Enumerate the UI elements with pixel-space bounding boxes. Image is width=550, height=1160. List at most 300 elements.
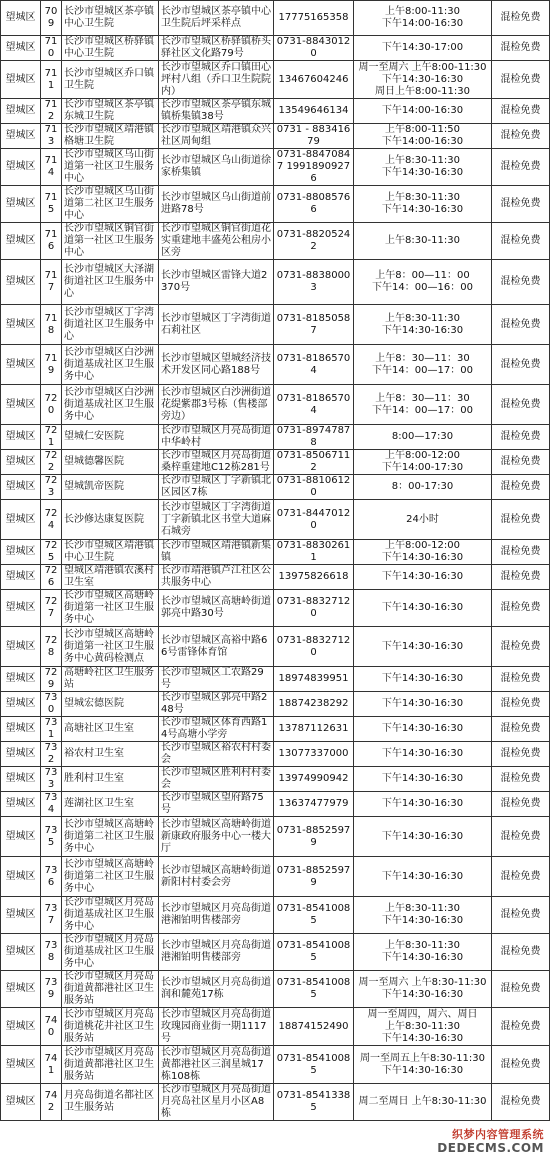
hours-line: 上午8:00-11:30 [385, 6, 460, 17]
district-cell: 望城区 [1, 971, 41, 1008]
hours-line: 下午14:30-16:30 [381, 989, 464, 1000]
address-cell: 长沙市望城区桥驿镇桥头驿社区文化路79号 [159, 36, 274, 61]
hours-cell [354, 667, 492, 692]
hours-line: 周一至周六 上午8:30-11:30 [358, 977, 487, 988]
table-row [1, 345, 550, 385]
site-name-cell: 长沙市望城区乔口镇卫生院 [62, 61, 159, 99]
table-row [1, 742, 550, 767]
hours-line: 下午14:00-17:30 [381, 462, 464, 473]
site-name-cell: 长沙市望城区桥驿镇中心卫生院 [62, 36, 159, 61]
table-row [1, 767, 550, 792]
district-cell: 望城区 [1, 305, 41, 345]
hours-line: 上午8:30-11:30 [385, 1020, 460, 1032]
hours-line: 下午14:30-16:30 [381, 1064, 464, 1076]
hours-cell [354, 1046, 492, 1084]
hours-line: 周二至周日 上午8:30-11:30 [358, 1096, 487, 1107]
table-row [1, 385, 550, 425]
hours-line: 周日上午8:00-11:30 [375, 85, 470, 97]
number-cell: 721 [41, 425, 62, 450]
site-name-cell: 长沙市望城区白沙洲街道基成社区卫生服务中心 [62, 345, 159, 385]
phone-cell: 13975826618 [274, 565, 354, 590]
address-cell: 长沙市望城区望城经济技术开发区同心路188号 [159, 345, 274, 385]
site-name-cell: 长沙修达康复医院 [62, 500, 159, 540]
table-row [1, 99, 550, 124]
address-cell: 长沙市望城区铜官街道花实重建地丰盛苑公租房小区旁 [159, 223, 274, 260]
hours-cell [354, 223, 492, 260]
phone-cell: 18974839951 [274, 667, 354, 692]
hours-cell [354, 692, 492, 717]
hours-line: 下午14:30-16:30 [381, 952, 464, 963]
hours-cell [354, 149, 492, 186]
hours-line: 下午14：00—17：00 [372, 364, 473, 376]
phone-cell: 0731-84470120 [274, 500, 354, 540]
phone-cell: 0731-88525979 [274, 817, 354, 857]
district-cell: 望城区 [1, 1046, 41, 1084]
site-name-cell: 长沙市望城区高塘岭街道第二社区卫生服务中心 [62, 817, 159, 857]
table-row [1, 186, 550, 223]
district-cell: 望城区 [1, 934, 41, 971]
hours-line: 上午8:30-11:30 [385, 192, 460, 203]
table-row [1, 934, 550, 971]
site-name-cell: 莲湖社区卫生室 [62, 792, 159, 817]
hours-line: 上午8:30-11:30 [385, 940, 460, 951]
address-cell: 长沙市望城区茶亭镇中心卫生院后坪采样点 [159, 1, 274, 36]
number-cell: 742 [41, 1084, 62, 1121]
address-cell: 长沙市望城区月亮岛街道港湘铂明售楼部旁 [159, 934, 274, 971]
district-cell: 望城区 [1, 565, 41, 590]
fee-cell: 混检免费 [492, 767, 550, 792]
number-cell: 740 [41, 1008, 62, 1046]
hours-line: 上午8:30-11:30 [385, 155, 460, 166]
address-cell: 长沙市望城区月亮岛街道玫瑰园商业街一期1117号 [159, 1008, 274, 1046]
district-cell: 望城区 [1, 385, 41, 425]
site-name-cell: 长沙市望城区铜官街道第一社区卫生服务中心 [62, 223, 159, 260]
site-name-cell: 高塘社区卫生室 [62, 717, 159, 742]
hours-cell [354, 717, 492, 742]
hours-line: 下午14:30-16:30 [381, 673, 464, 684]
number-cell: 723 [41, 475, 62, 500]
phone-cell: 18874238292 [274, 692, 354, 717]
table-row [1, 1, 550, 36]
district-cell: 望城区 [1, 1, 41, 36]
district-cell: 望城区 [1, 692, 41, 717]
address-cell: 长沙市望城区乌山街道徐家桥集镇 [159, 149, 274, 186]
number-cell: 738 [41, 934, 62, 971]
number-cell: 730 [41, 692, 62, 717]
hours-line: 下午14:30-16:30 [381, 167, 464, 178]
phone-cell: 13637477979 [274, 792, 354, 817]
phone-cell: 13467604246 [274, 61, 354, 99]
phone-cell: 0731-88106120 [274, 475, 354, 500]
number-cell: 726 [41, 565, 62, 590]
hours-line: 上午8:00-11:50 [385, 124, 460, 135]
fee-cell: 混检免费 [492, 1, 550, 36]
district-cell: 望城区 [1, 717, 41, 742]
district-cell: 望城区 [1, 767, 41, 792]
hours-cell [354, 590, 492, 627]
number-cell: 741 [41, 1046, 62, 1084]
fee-cell: 混检免费 [492, 450, 550, 475]
number-cell: 734 [41, 792, 62, 817]
address-cell: 长沙市望城区月亮岛街道港湘铂明售楼部旁 [159, 897, 274, 934]
fee-cell: 混检免费 [492, 99, 550, 124]
address-cell: 长沙市望城区月亮岛街道润和麓苑17栋 [159, 971, 274, 1008]
number-cell: 731 [41, 717, 62, 742]
fee-cell: 混检免费 [492, 1046, 550, 1084]
hours-cell [354, 124, 492, 149]
fee-cell: 混检免费 [492, 500, 550, 540]
hours-line: 上午8：00—11：00 [375, 270, 470, 281]
hours-cell [354, 425, 492, 450]
address-cell: 长沙市望城区雷锋大道2370号 [159, 260, 274, 305]
table-row [1, 500, 550, 540]
fee-cell: 混检免费 [492, 897, 550, 934]
fee-cell: 混检免费 [492, 1084, 550, 1121]
site-name-cell: 裕农村卫生室 [62, 742, 159, 767]
fee-cell: 混检免费 [492, 540, 550, 565]
hours-line: 8：00-17:30 [391, 481, 454, 492]
fee-cell: 混检免费 [492, 971, 550, 1008]
fee-cell: 混检免费 [492, 260, 550, 305]
number-cell: 713 [41, 124, 62, 149]
site-name-cell: 长沙市望城区靖港镇格塘卫生院 [62, 124, 159, 149]
table-row [1, 817, 550, 857]
number-cell: 712 [41, 99, 62, 124]
phone-cell: 0731-85067112 [274, 450, 354, 475]
table-row [1, 425, 550, 450]
hours-line: 下午14:00-16:30 [381, 18, 464, 29]
hours-line: 下午14:30-16:30 [381, 748, 464, 759]
site-name-cell: 长沙市望城区乌山街道第一社区卫生服务中心 [62, 149, 159, 186]
number-cell: 729 [41, 667, 62, 692]
district-cell: 望城区 [1, 149, 41, 186]
site-name-cell: 长沙市望城区靖港镇中心卫生院 [62, 540, 159, 565]
number-cell: 718 [41, 305, 62, 345]
site-name-cell: 望城宏德医院 [62, 692, 159, 717]
fee-cell: 混检免费 [492, 345, 550, 385]
table-row [1, 540, 550, 565]
district-cell: 望城区 [1, 450, 41, 475]
phone-cell: 0731-88205242 [274, 223, 354, 260]
table-row [1, 450, 550, 475]
fee-cell: 混检免费 [492, 717, 550, 742]
hours-line: 下午14:30-17:00 [381, 42, 464, 53]
hours-line: 下午14:30-16:30 [381, 602, 464, 613]
site-name-cell: 长沙市望城区月亮岛街道基成社区卫生服务中心 [62, 897, 159, 934]
fee-cell: 混检免费 [492, 590, 550, 627]
site-name-cell: 望城仁安医院 [62, 425, 159, 450]
table-row [1, 667, 550, 692]
number-cell: 714 [41, 149, 62, 186]
phone-cell: 0731-88327120 [274, 590, 354, 627]
site-name-cell: 胜利村卫生室 [62, 767, 159, 792]
site-name-cell: 长沙市望城区白沙洲街道基成社区卫生服务中心 [62, 385, 159, 425]
fee-cell: 混检免费 [492, 692, 550, 717]
hours-line: 下午14:30-16:30 [381, 571, 464, 582]
fee-cell: 混检免费 [492, 305, 550, 345]
number-cell: 733 [41, 767, 62, 792]
address-cell: 长沙市望城区乔口镇田心坪村八组（乔口卫生院院内） [159, 61, 274, 99]
table-row [1, 223, 550, 260]
phone-cell: 0731-85413385 [274, 1084, 354, 1121]
hours-cell [354, 305, 492, 345]
phone-cell: 0731-88085766 [274, 186, 354, 223]
table-row [1, 627, 550, 667]
fee-cell: 混检免费 [492, 186, 550, 223]
phone-cell: 0731 - 88341679 [274, 124, 354, 149]
site-name-cell: 长沙市望城区月亮岛街道黄都港社区卫生服务站 [62, 971, 159, 1008]
site-name-cell: 长沙市望城区茶亭镇东城卫生院 [62, 99, 159, 124]
address-cell: 长沙市望城区月亮岛街道月亮岛社区星月小区A8栋 [159, 1084, 274, 1121]
site-name-cell: 高塘岭社区卫生服务站 [62, 667, 159, 692]
address-cell: 长沙市望城区靖港镇新集镇 [159, 540, 274, 565]
number-cell: 717 [41, 260, 62, 305]
district-cell: 望城区 [1, 792, 41, 817]
hours-line: 下午14:30-16:30 [381, 640, 464, 652]
address-cell: 长沙市靖港镇芦江社区公共服务中心 [159, 565, 274, 590]
watermark-domain: DEDECMS.COM [437, 1141, 544, 1155]
hours-cell [354, 897, 492, 934]
phone-cell: 0731-89747878 [274, 425, 354, 450]
number-cell: 737 [41, 897, 62, 934]
hours-cell [354, 1084, 492, 1121]
phone-cell: 0731-88430120 [274, 36, 354, 61]
table-row [1, 590, 550, 627]
number-cell: 716 [41, 223, 62, 260]
address-cell: 长沙市望城区望府路75号 [159, 792, 274, 817]
district-cell: 望城区 [1, 61, 41, 99]
hours-line: 下午14:30-16:30 [381, 915, 464, 926]
site-name-cell: 月亮岛街道名都社区卫生服务站 [62, 1084, 159, 1121]
table-row [1, 475, 550, 500]
phone-cell: 0731-88380003 [274, 260, 354, 305]
hours-cell [354, 345, 492, 385]
number-cell: 711 [41, 61, 62, 99]
address-cell: 长沙市望城区乌山街道前进路78号 [159, 186, 274, 223]
phone-cell: 0731-85410085 [274, 971, 354, 1008]
district-cell: 望城区 [1, 897, 41, 934]
phone-cell: 13549646134 [274, 99, 354, 124]
site-watermark [428, 1126, 544, 1156]
address-cell: 长沙市望城区靖港镇众兴社区周甸组 [159, 124, 274, 149]
site-name-cell: 望城凯帝医院 [62, 475, 159, 500]
address-cell: 长沙市望城区高裕中路66号雷锋体育馆 [159, 627, 274, 667]
site-name-cell: 长沙市望城区高塘岭街道第一社区卫生服务中心 [62, 590, 159, 627]
phone-cell: 0731-85410085 [274, 897, 354, 934]
hours-line: 下午14：00—17：00 [372, 404, 473, 416]
address-cell: 长沙市望城区丁字湾街道丁字新镇北区书堂大道麻石城旁 [159, 500, 274, 540]
fee-cell: 混检免费 [492, 792, 550, 817]
table-row [1, 124, 550, 149]
phone-cell: 13787112631 [274, 717, 354, 742]
district-cell: 望城区 [1, 667, 41, 692]
phone-cell: 0731-81850587 [274, 305, 354, 345]
site-name-cell: 长沙市望城区月亮岛街道黄都港社区卫生服务站 [62, 1046, 159, 1084]
table-row [1, 149, 550, 186]
hours-line: 周一至周六 上午8:00-11:30 [358, 61, 487, 73]
phone-cell: 0731-85410085 [274, 934, 354, 971]
district-cell: 望城区 [1, 186, 41, 223]
address-cell: 长沙市望城区郭亮中路248号 [159, 692, 274, 717]
phone-cell: 17775165358 [274, 1, 354, 36]
district-cell: 望城区 [1, 124, 41, 149]
number-cell: 725 [41, 540, 62, 565]
hours-line: 周一至周四，周六、周日 [367, 1008, 478, 1020]
hours-line: 下午14:30-16:30 [381, 830, 464, 842]
hours-cell [354, 450, 492, 475]
hours-cell [354, 817, 492, 857]
district-cell: 望城区 [1, 223, 41, 260]
table-row [1, 1008, 550, 1046]
hours-cell [354, 627, 492, 667]
hours-line: 下午14:30-16:30 [381, 204, 464, 215]
hours-cell [354, 767, 492, 792]
district-cell: 望城区 [1, 742, 41, 767]
hours-line: 上午8:30-11:30 [385, 235, 460, 246]
hours-line: 上午8:00-12:00 [385, 450, 460, 461]
district-cell: 望城区 [1, 627, 41, 667]
number-cell: 728 [41, 627, 62, 667]
hours-line: 下午14:30-16:30 [381, 870, 464, 882]
district-cell: 望城区 [1, 260, 41, 305]
hours-line: 下午14:00-16:30 [381, 105, 464, 116]
hours-cell [354, 565, 492, 590]
site-name-cell: 长沙市望城区高塘岭街道第二社区卫生服务中心 [62, 857, 159, 897]
fee-cell: 混检免费 [492, 934, 550, 971]
hours-cell [354, 385, 492, 425]
address-cell: 长沙市望城区月亮岛街道桑梓重建地C12栋281号 [159, 450, 274, 475]
hours-line: 24小时 [406, 513, 439, 525]
hours-line: 下午14：00—16：00 [372, 282, 473, 293]
phone-cell: 13077337000 [274, 742, 354, 767]
hours-cell [354, 500, 492, 540]
phone-cell: 0731-88302611 [274, 540, 354, 565]
hours-line: 下午14:30-16:30 [381, 723, 464, 734]
address-cell: 长沙市望城区白沙洲街道花缇紫郡3号栋（售楼部旁边） [159, 385, 274, 425]
site-name-cell: 长沙市望城区月亮岛街道桃花井社区卫生服务站 [62, 1008, 159, 1046]
hours-cell [354, 99, 492, 124]
district-cell: 望城区 [1, 1084, 41, 1121]
fee-cell: 混检免费 [492, 627, 550, 667]
number-cell: 720 [41, 385, 62, 425]
table-row [1, 36, 550, 61]
hours-line: 周一至周五上午8:30-11:30 [360, 1052, 485, 1064]
site-name-cell: 长沙市望城区茶亭镇中心卫生院 [62, 1, 159, 36]
address-cell: 长沙市望城区胜利村村委会 [159, 767, 274, 792]
hours-line: 下午14:30-16:30 [381, 73, 464, 85]
table-row [1, 692, 550, 717]
hours-cell [354, 857, 492, 897]
fee-cell: 混检免费 [492, 149, 550, 186]
phone-cell: 0731-85410085 [274, 1046, 354, 1084]
district-cell: 望城区 [1, 540, 41, 565]
table-row [1, 897, 550, 934]
fee-cell: 混检免费 [492, 817, 550, 857]
hours-cell [354, 934, 492, 971]
site-name-cell: 望城区靖港镇农溪村卫生室 [62, 565, 159, 590]
hours-line: 下午14:30-16:30 [381, 324, 464, 336]
hours-line: 8:00—17:30 [391, 431, 454, 442]
number-cell: 735 [41, 817, 62, 857]
district-cell: 望城区 [1, 475, 41, 500]
district-cell: 望城区 [1, 99, 41, 124]
hours-cell [354, 475, 492, 500]
district-cell: 望城区 [1, 36, 41, 61]
fee-cell: 混检免费 [492, 565, 550, 590]
address-cell: 长沙市望城区茶亭镇东城镇桥集镇38号 [159, 99, 274, 124]
hours-cell [354, 260, 492, 305]
district-cell: 望城区 [1, 500, 41, 540]
hours-cell [354, 61, 492, 99]
address-cell: 长沙市望城区丁字新镇北区园区7栋 [159, 475, 274, 500]
watermark-title: 织梦内容管理系统 [452, 1128, 544, 1141]
hours-cell [354, 971, 492, 1008]
fee-cell: 混检免费 [492, 425, 550, 450]
table-row [1, 1084, 550, 1121]
hours-cell [354, 1, 492, 36]
table-row [1, 61, 550, 99]
hours-line: 上午8:30-11:30 [385, 312, 460, 324]
hours-line: 下午14:30-16:30 [381, 552, 464, 563]
site-name-cell: 长沙市望城区丁字湾街道社区卫生服务中心 [62, 305, 159, 345]
site-name-cell: 长沙市望城区大泽湖街道社区卫生服务中心 [62, 260, 159, 305]
number-cell: 727 [41, 590, 62, 627]
fee-cell: 混检免费 [492, 124, 550, 149]
hours-cell [354, 1008, 492, 1046]
site-name-cell: 长沙市望城区高塘岭街道第一社区卫生服务中心黄码检测点 [62, 627, 159, 667]
table-row [1, 565, 550, 590]
fee-cell: 混检免费 [492, 385, 550, 425]
hours-line: 下午14:30-16:30 [381, 773, 464, 784]
district-cell: 望城区 [1, 425, 41, 450]
table-row [1, 971, 550, 1008]
phone-cell: 13974990942 [274, 767, 354, 792]
district-cell: 望城区 [1, 590, 41, 627]
site-name-cell: 望城德馨医院 [62, 450, 159, 475]
fee-cell: 混检免费 [492, 857, 550, 897]
hours-line: 下午14:30-16:30 [381, 798, 464, 809]
number-cell: 722 [41, 450, 62, 475]
number-cell: 719 [41, 345, 62, 385]
address-cell: 长沙市望城区工农路29号 [159, 667, 274, 692]
table-row [1, 1046, 550, 1084]
hours-line: 上午8:00-12:00 [385, 540, 460, 551]
site-name-cell: 长沙市望城区乌山街道第二社区卫生服务中心 [62, 186, 159, 223]
address-cell: 长沙市望城区体育西路14号高塘小学旁 [159, 717, 274, 742]
phone-cell: 0731-81865704 [274, 345, 354, 385]
address-cell: 长沙市望城区月亮岛街道黄都港社区三润星城17栋108栋 [159, 1046, 274, 1084]
hours-cell [354, 742, 492, 767]
address-cell: 长沙市望城区高塘岭街道新康政府服务中心一楼大厅 [159, 817, 274, 857]
address-cell: 长沙市望城区裕农村村委会 [159, 742, 274, 767]
fee-cell: 混检免费 [492, 667, 550, 692]
fee-cell: 混检免费 [492, 475, 550, 500]
number-cell: 739 [41, 971, 62, 1008]
hours-cell [354, 540, 492, 565]
table-row [1, 305, 550, 345]
hours-cell [354, 186, 492, 223]
phone-cell: 18874152490 [274, 1008, 354, 1046]
address-cell: 长沙市望城区丁字湾街道石莉社区 [159, 305, 274, 345]
hours-cell [354, 36, 492, 61]
phone-cell: 0731-81865704 [274, 385, 354, 425]
district-cell: 望城区 [1, 817, 41, 857]
hours-line: 上午8：30—11：30 [375, 392, 470, 404]
table-row [1, 260, 550, 305]
number-cell: 715 [41, 186, 62, 223]
number-cell: 709 [41, 1, 62, 36]
site-name-cell: 长沙市望城区月亮岛街道基成社区卫生服务中心 [62, 934, 159, 971]
